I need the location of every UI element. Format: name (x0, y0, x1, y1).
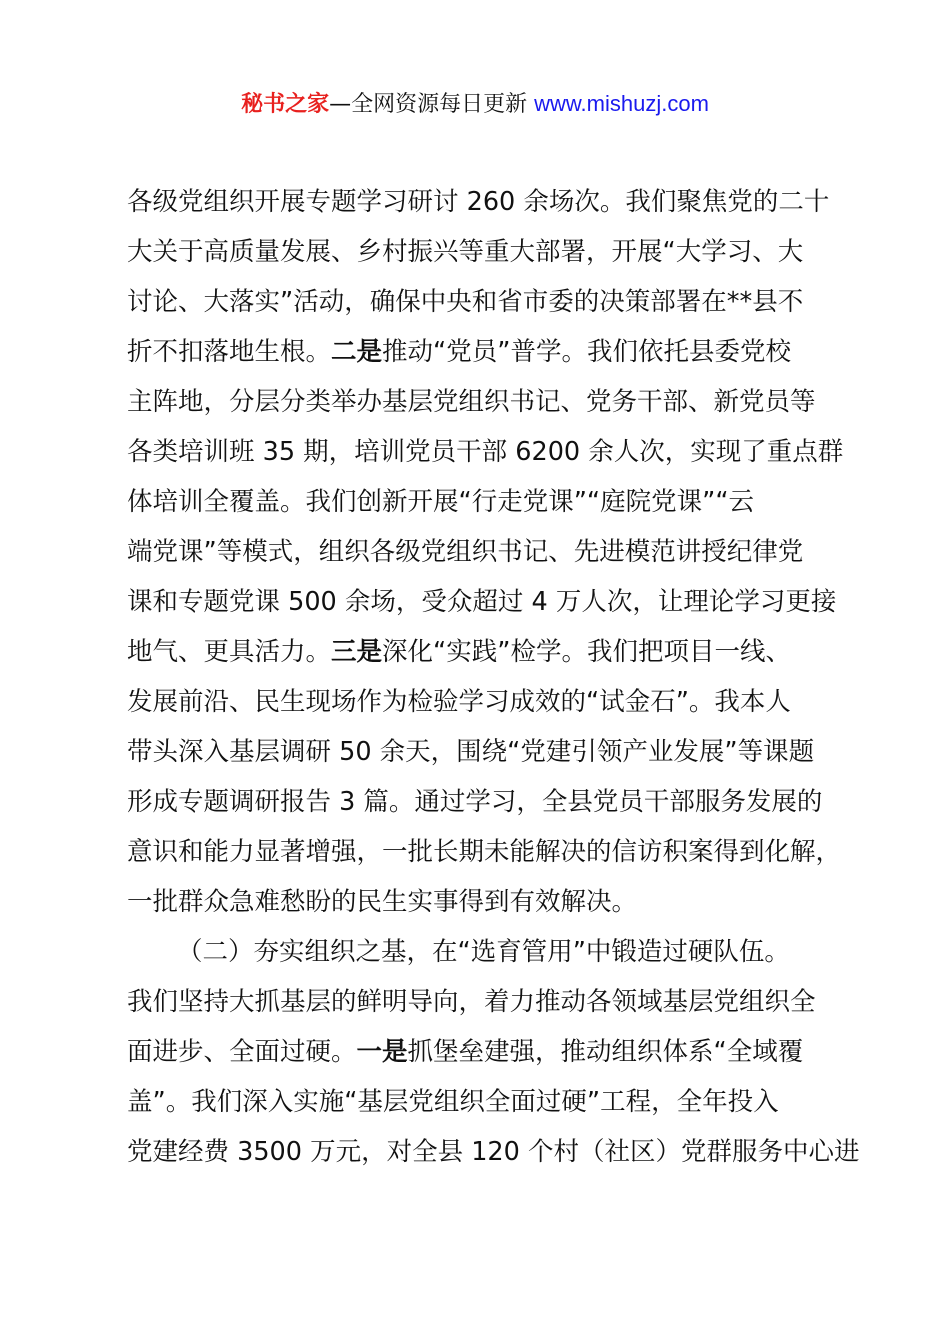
body-line (127, 677, 839, 727)
body-line (127, 377, 839, 427)
body-line (127, 327, 839, 377)
bold-lead-text: 三是 (331, 637, 383, 667)
body-text: 各类培训班 35 期，培训党员干部 6200 余人次，实现了重点群 (127, 437, 844, 467)
document-body (127, 177, 860, 1177)
body-text: 深化“实践”检学。我们把项目一线、 (382, 637, 791, 667)
site-tagline: —全网资源每日更新 (329, 92, 535, 117)
body-line (127, 877, 839, 927)
body-line (127, 177, 839, 227)
body-line (127, 427, 844, 477)
body-text: 我们坚持大抓基层的鲜明导向，着力推动各领域基层党组织全 (127, 987, 816, 1017)
body-text: 意识和能力显著增强，一批长期未能解决的信访积案得到化解， (127, 837, 842, 867)
body-line (127, 1027, 839, 1077)
body-text: 盖”。我们深入实施“基层党组织全面过硬”工程，全年投入 (127, 1087, 779, 1117)
body-text: 一批群众急难愁盼的民生实事得到有效解决。 (127, 887, 638, 917)
body-text: 课和专题党课 500 余场，受众超过 4 万人次，让理论学习更接 (127, 587, 837, 617)
body-text: 发展前沿、民生现场作为检验学习成效的“试金石”。我本人 (127, 687, 791, 717)
body-line (127, 727, 839, 777)
body-line (127, 777, 839, 827)
body-text: 地气、更具活力。 (127, 637, 332, 667)
brand-name: 秘书之家 (241, 92, 330, 117)
body-line (127, 277, 839, 327)
body-line (127, 1077, 839, 1127)
body-text: 带头深入基层调研 50 余天，围绕“党建引领产业发展”等课题 (127, 737, 815, 767)
body-line (127, 827, 842, 877)
body-text: （二）夯实组织之基，在“选育管用”中锻造过硬队伍。 (177, 937, 790, 967)
body-text: 主阵地，分层分类举办基层党组织书记、党务干部、新党员等 (127, 387, 816, 417)
body-text: 形成专题调研报告 3 篇。通过学习，全县党员干部服务发展的 (127, 787, 823, 817)
body-line (127, 927, 839, 977)
body-line (127, 477, 839, 527)
body-line (127, 977, 839, 1027)
body-text: 面进步、全面过硬。 (127, 1037, 357, 1067)
body-text: 党建经费 3500 万元，对全县 120 个村（社区）党群服务中心进 (127, 1137, 860, 1167)
body-line (127, 577, 839, 627)
body-text: 折不扣落地生根。 (127, 337, 332, 367)
body-text: 各级党组织开展专题学习研讨 260 余场次。我们聚焦党的二十 (127, 187, 830, 217)
body-text: 端党课”等模式，组织各级党组织书记、先进模范讲授纪律党 (127, 537, 804, 567)
body-text: 讨论、大落实”活动，确保中央和省市委的决策部署在**县不 (127, 287, 804, 317)
body-line (127, 627, 839, 677)
body-text: 大关于高质量发展、乡村振兴等重大部署，开展“大学习、大 (127, 237, 804, 267)
body-text: 抓堡垒建强，推动组织体系“全域覆 (407, 1037, 804, 1067)
body-line (127, 1127, 860, 1177)
body-text: 推动“党员”普学。我们依托县委党校 (382, 337, 791, 367)
site-url-link[interactable]: www.mishuzj.com (534, 91, 709, 116)
body-text: 体培训全覆盖。我们创新开展“行走党课”“庭院党课”“云 (127, 487, 755, 517)
site-header (0, 88, 950, 121)
bold-lead-text: 二是 (331, 337, 383, 367)
body-line (127, 227, 839, 277)
body-line (127, 527, 839, 577)
bold-lead-text: 一是 (356, 1037, 408, 1067)
